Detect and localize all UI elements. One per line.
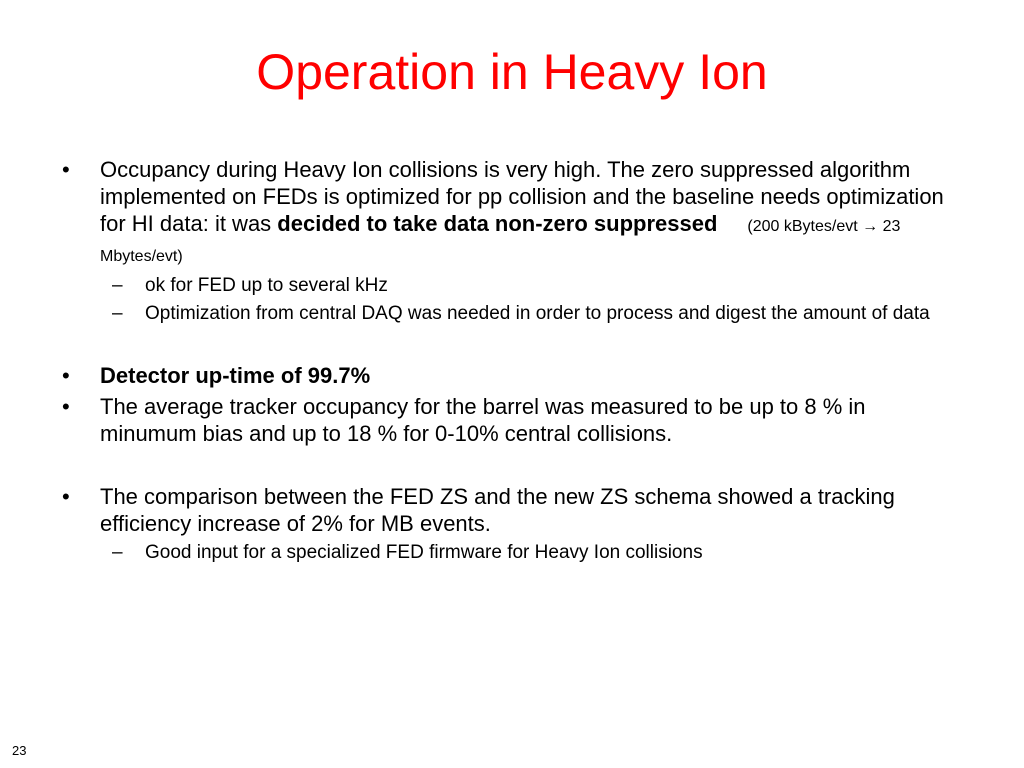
dash-marker: –	[112, 542, 123, 563]
dash-marker: –	[112, 303, 123, 324]
bullet-occupancy-text: Occupancy during Heavy Ion collisions is very high. The zero suppressed algorithm implemented on FEDs is optimized for pp collision and the baseline needs optimization for HI data: it was	[100, 157, 944, 236]
subitem-fed-khz-text: ok for FED up to several kHz	[145, 275, 388, 296]
bullet-marker: •	[62, 484, 70, 509]
bullet-zs-comparison	[62, 483, 962, 537]
bullet-occupancy-note: (200 kBytes/evt → 23 Mbytes/evt)	[100, 218, 901, 265]
bullet-marker: •	[62, 394, 70, 419]
bullet-marker: •	[62, 157, 70, 182]
bullet-detector-uptime	[62, 362, 962, 389]
subitem-fed-khz	[62, 273, 962, 298]
subitem-fed-firmware	[62, 540, 962, 565]
slide-content	[62, 156, 962, 565]
bullet-tracker-occupancy	[62, 393, 962, 447]
subitem-daq-optimization	[62, 301, 962, 326]
dash-marker: –	[112, 275, 123, 296]
bullet-detector-uptime-text: Detector up-time of 99.7%	[100, 363, 371, 388]
bullet-occupancy-bold-text: decided to take data non-zero suppressed	[277, 211, 718, 236]
subitem-fed-firmware-text: Good input for a specialized FED firmware for Heavy Ion collisions	[145, 542, 703, 563]
bullet-zs-comparison-text: The comparison between the FED ZS and the new ZS schema showed a tracking efficiency increase of 2% for MB events.	[100, 484, 895, 536]
page-number: 23	[12, 743, 27, 758]
bullet-tracker-occupancy-text: The average tracker occupancy for the barrel was measured to be up to 8 % in minumum bias and up to 18 % for 0-10% central collisions.	[100, 394, 866, 446]
slide-title: Operation in Heavy Ion	[256, 44, 768, 100]
bullet-marker: •	[62, 363, 70, 388]
bullet-occupancy	[62, 156, 962, 270]
subitem-daq-optimization-text: Optimization from central DAQ was needed in order to process and digest the amount of data	[145, 303, 930, 324]
